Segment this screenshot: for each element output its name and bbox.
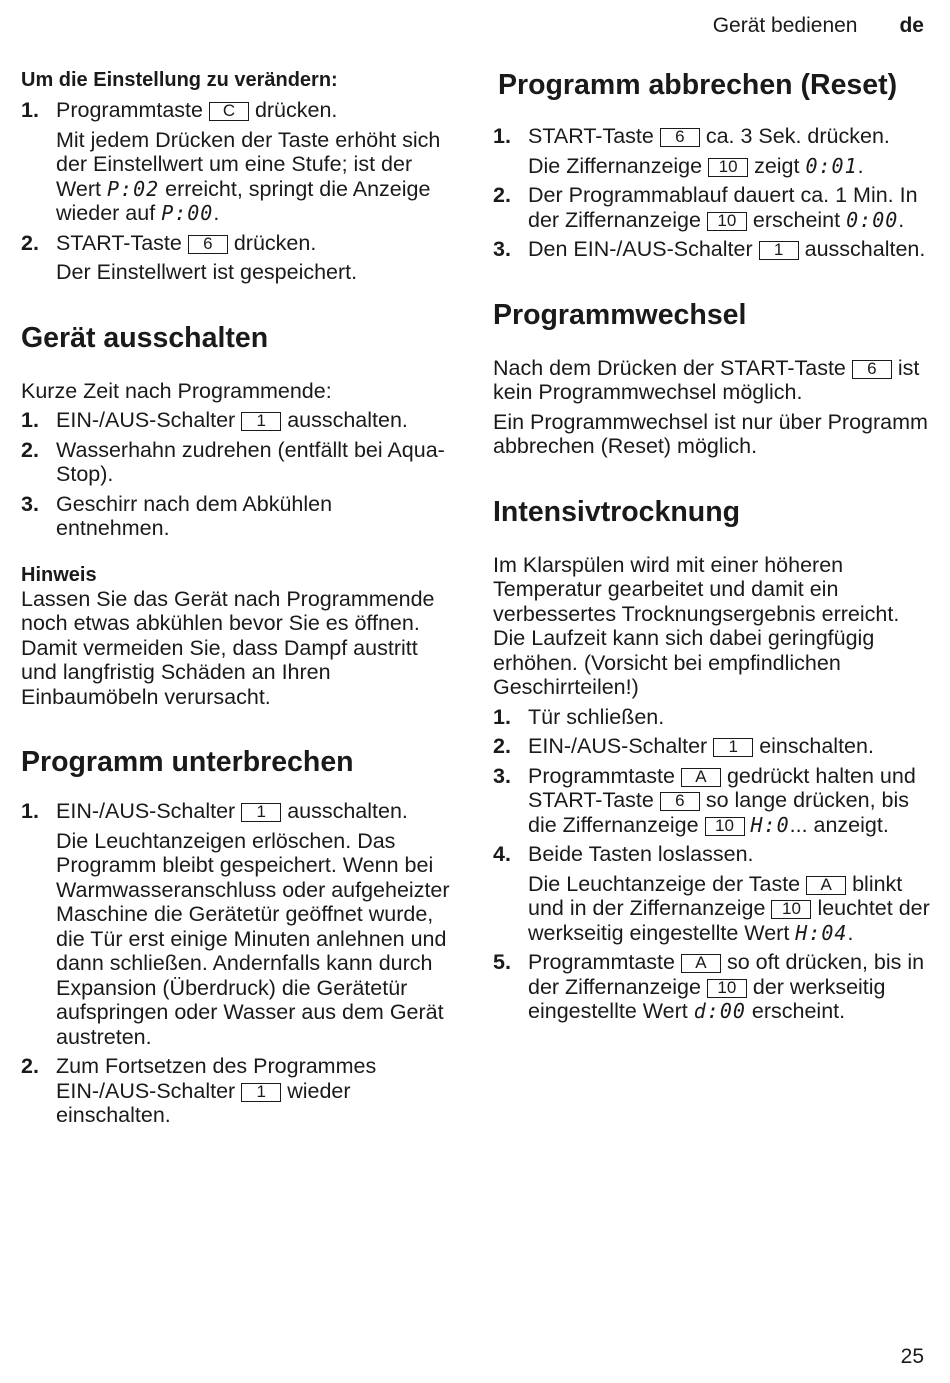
display-readout: d:00 (693, 999, 746, 1023)
list-item: 4. Beide Tasten loslassen. (493, 842, 754, 866)
key-1: 1 (713, 738, 753, 757)
list-item: 1. START-Taste 6 ca. 3 Sek. drücken. (493, 124, 890, 148)
key-6: 6 (188, 235, 228, 254)
display-readout: 0:00 (846, 207, 899, 232)
list-item: 2. Zum Fortsetzen des Programmes EIN-/AUS-Schalter 1 wieder einschalten. (21, 1054, 377, 1127)
list-item: 3. Programmtaste A gedrückt halten und START-Taste 6 so lange drücken, bis die Ziffernanzeige 10 H:0... anzeigt. (493, 763, 916, 837)
paragraph: Ein Programmwechsel ist nur über Programm abbrechen (Reset) möglich. (493, 409, 928, 458)
list-item: 1. Programmtaste C drücken. (21, 98, 338, 122)
display-readout: H:0 (750, 812, 790, 837)
key-10: 10 (705, 817, 745, 836)
list-item: 5. Programmtaste A so oft drücken, bis in der Ziffernanzeige 10 der werkseitig eingestellte Wert d:00 erscheint. (493, 950, 925, 1023)
key-a: A (806, 876, 846, 895)
list-item-detail: Die Ziffernanzeige 10 zeigt 0:01. (528, 153, 864, 178)
display-readout: H:04 (795, 920, 848, 945)
key-6: 6 (852, 360, 892, 379)
key-1: 1 (241, 1083, 281, 1102)
key-6: 6 (660, 128, 700, 147)
change-setting-heading: Um die Einstellung zu verändern: (21, 69, 338, 91)
key-10: 10 (708, 158, 748, 177)
left-column (21, 68, 451, 1128)
key-6: 6 (660, 792, 700, 811)
display-readout: P:00 (161, 201, 214, 225)
key-a: A (681, 954, 721, 973)
list-item: 2. EIN-/AUS-Schalter 1 einschalten. (493, 734, 874, 758)
list-item-detail: Mit jedem Drücken der Taste erhöht sich der Einstellwert um eine Stufe; ist der Wert P:02 erreicht, springt die Anzeige wieder auf P:00. (56, 127, 441, 225)
list-item: 1. Tür schließen. (493, 704, 665, 729)
list-item-detail: Der Einstellwert ist gespeichert. (56, 260, 358, 284)
list-item: 2. Wasserhahn zudrehen (entfällt bei Aqua-Stop). (21, 437, 445, 486)
key-1: 1 (241, 412, 281, 431)
key-1: 1 (241, 803, 281, 822)
section-intro: Kurze Zeit nach Programmende: (21, 378, 332, 403)
note-text: Lassen Sie das Gerät nach Programmende noch etwas abkühlen bevor Sie es öffnen. Damit vermeiden Sie, dass Dampf austritt und langfristig Schäden an Ihren Einbaumöbeln verursacht. (21, 586, 435, 709)
key-10: 10 (771, 900, 811, 919)
list-item-detail: Die Leuchtanzeigen erlöschen. Das Programm bleibt gespeichert. Wenn bei Warmwasseranschluss oder aufgeheizter Maschine die Gerätetür geöffnet wurde, die Tür erst einige Minuten anlehnen und dann schließen. Andernfalls kann durch Expansion (Überdruck) die Gerätetür aufspringen oder Wasser aus dem Gerät austreten. (56, 828, 450, 1049)
display-readout: P:02 (106, 176, 160, 201)
list-item-detail: Die Leuchtanzeige der Taste A blinkt und in der Ziffernanzeige 10 leuchtet der werkseitig eingestellte Wert H:04. (528, 871, 930, 945)
section-title: Programm abbrechen (Reset) (498, 69, 898, 101)
list-item: 3. Den EIN-/AUS-Schalter 1 ausschalten. (493, 237, 926, 261)
header-section: Gerät bedienen (712, 14, 858, 37)
paragraph: Nach dem Drücken der START-Taste 6 ist kein Programmwechsel möglich. (493, 355, 920, 404)
right-column (493, 68, 933, 1024)
page-number: 25 (900, 1345, 924, 1368)
section-title: Gerät ausschalten (21, 321, 269, 354)
list-item: 3. Geschirr nach dem Abkühlen entnehmen. (21, 491, 333, 540)
list-item: 2. Der Programmablauf dauert ca. 1 Min. In der Ziffernanzeige 10 erscheint 0:00. (493, 183, 918, 232)
section-title: Intensivtrocknung (493, 495, 741, 528)
list-item: 1. EIN-/AUS-Schalter 1 ausschalten. (21, 408, 408, 432)
key-10: 10 (707, 212, 747, 231)
list-item: 2. START-Taste 6 drücken. (21, 230, 317, 255)
key-1: 1 (759, 241, 799, 260)
key-a: A (681, 768, 721, 787)
section-intro: Im Klarspülen wird mit einer höheren Temperatur gearbeitet und damit ein verbessertes Trocknungsergebnis erreicht. Die Laufzeit kann sich dabei geringfügig erhöhen. (Vorsicht bei empfindlichen Geschirrteilen!) (493, 552, 900, 699)
display-readout: 0:01 (805, 153, 858, 178)
key-c: C (209, 102, 249, 121)
section-title: Programm unterbrechen (21, 746, 354, 778)
note-heading: Hinweis (21, 563, 97, 586)
key-10: 10 (707, 979, 747, 998)
header-language: de (899, 14, 924, 37)
section-title: Programmwechsel (493, 298, 747, 331)
page-header (713, 14, 924, 38)
list-item: 1. EIN-/AUS-Schalter 1 ausschalten. (21, 799, 408, 823)
